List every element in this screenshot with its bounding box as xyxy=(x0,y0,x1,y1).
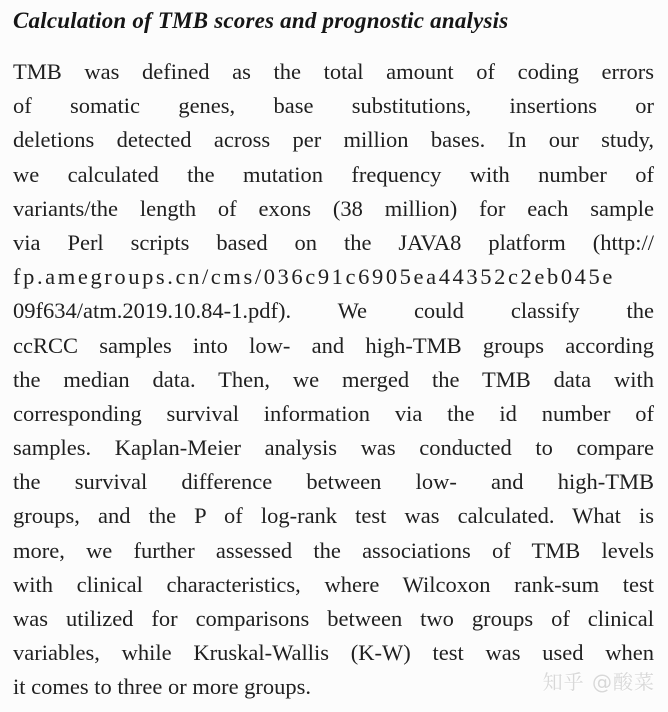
body-paragraph xyxy=(13,55,654,705)
paragraph-line: via Perl scripts based on the JAVA8 platform (http:// xyxy=(13,229,654,255)
section-heading: Calculation of TMB scores and prognostic analysis xyxy=(13,8,509,33)
paragraph-line: of somatic genes, base substitutions, insertions or xyxy=(13,93,654,119)
paragraph-line: was utilized for comparisons between two groups of clinical xyxy=(13,606,654,631)
paragraph-line: it comes to three or more groups. xyxy=(13,674,312,700)
paragraph-line: more, we further assessed the associations of TMB levels xyxy=(13,537,654,563)
paragraph-line: 09f634/atm.2019.10.84-1.pdf). We could classify the xyxy=(13,298,654,324)
paragraph-line: ccRCC samples into low- and high-TMB groups according xyxy=(13,332,654,358)
paragraph-line: samples. Kaplan-Meier analysis was conducted to compare xyxy=(13,435,654,461)
paragraph-line: we calculated the mutation frequency with number of xyxy=(13,161,654,187)
paragraph-line: groups, and the P of log-rank test was calculated. What is xyxy=(13,503,654,529)
paragraph-line: the median data. Then, we merged the TMB data with xyxy=(13,366,654,392)
paragraph-line: corresponding survival information via the id number of xyxy=(13,400,654,426)
paragraph-line: variables, while Kruskal-Wallis (K-W) test was used when xyxy=(13,640,654,666)
paragraph-line: variants/the length of exons (38 million) for each sample xyxy=(13,195,654,221)
paragraph-line: TMB was defined as the total amount of coding errors xyxy=(13,59,654,84)
paragraph-line: the survival difference between low- and high-TMB xyxy=(13,469,654,495)
paragraph-line-url: fp.amegroups.cn/cms/036c91c6905ea44352c2eb045e xyxy=(13,264,615,290)
paragraph-line: deletions detected across per million bases. In our study, xyxy=(13,127,654,153)
paragraph-line: with clinical characteristics, where Wilcoxon rank-sum test xyxy=(13,571,654,597)
watermark: 知乎 @酸菜 xyxy=(542,670,655,694)
